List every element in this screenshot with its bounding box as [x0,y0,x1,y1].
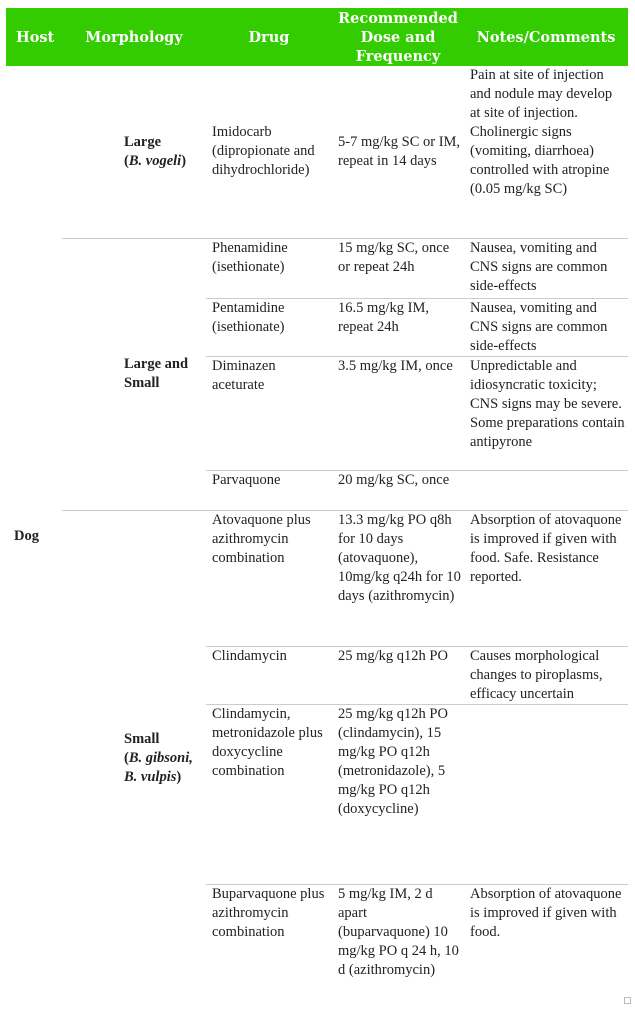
morphology-large-label: Large [124,133,162,150]
header-host: Host [6,8,62,66]
dose-cell: 25 mg/kg q12h PO (clindamycin), 15 mg/kg PO q12h (metronidazole), 5 mg/kg PO q12h (doxycycline) [332,704,464,884]
header-notes: Notes/Comments [464,8,628,66]
notes-cell: Absorption of atovaquone is improved if given with food. Safe. Resistance reported. [464,510,628,646]
table-row [6,510,628,646]
dose-cell: 20 mg/kg SC, once [332,470,464,510]
notes-cell: Unpredictable and idiosyncratic toxicity; CNS signs may be severe. Some preparations contain antipyrone [464,356,628,470]
drug-cell: Parvaquone [206,470,332,510]
drug-cell: Phenamidine (isethionate) [206,238,332,298]
page-marker [624,997,631,1004]
notes-cell: Nausea, vomiting and CNS signs are common side-effects [464,298,628,356]
morphology-large-small-label: Large and Small [124,356,189,391]
header-row [6,8,628,66]
dose-cell: 3.5 mg/kg IM, once [332,356,464,470]
dose-cell: 5 mg/kg IM, 2 d apart (buparvaquone) 10 mg/kg PO q 24 h, 10 d (azithromycin) [332,884,464,1006]
header-dose: Recommended Dose and Frequency [332,8,464,66]
header-morphology: Morphology [62,8,206,66]
drug-cell: Pentamidine (isethionate) [206,298,332,356]
table-row [6,238,628,298]
morphology-large-species: B. vogeli [128,152,182,169]
table-row [6,66,628,238]
drug-cell: Atovaquone plus azithromycin combination [206,510,332,646]
morphology-small: Small (B. gibsoni, B. vulpis) [62,510,206,1006]
notes-cell: Nausea, vomiting and CNS signs are common side-effects [464,238,628,298]
dose-cell: 16.5 mg/kg IM, repeat 24h [332,298,464,356]
drug-cell: Buparvaquone plus azithromycin combination [206,884,332,1006]
drug-cell: Clindamycin, metronidazole plus doxycycline combination [206,704,332,884]
morphology-small-species: B. gibsoni, B. vulpis [124,749,193,785]
morphology-large-small [62,238,206,510]
notes-cell [464,704,628,884]
drug-cell: Diminazen aceturate [206,356,332,470]
host-cell: Dog [14,527,39,544]
dose-cell: 15 mg/kg SC, once or repeat 24h [332,238,464,298]
notes-cell: Pain at site of injection and nodule may develop at site of injection. Cholinergic signs (vomiting, diarrhoea) controlled with atropine (0.05 mg/kg SC) [470,67,613,197]
morphology-large: Large (B. vogeli) [124,133,187,169]
dose-cell: 25 mg/kg q12h PO [332,646,464,704]
dose-cell: 5-7 mg/kg SC or IM, repeat in 14 days [338,133,461,169]
morphology-small-label: Small [124,730,160,747]
dose-cell: 13.3 mg/kg PO q8h for 10 days (atovaquone), 10mg/kg q24h for 10 days (azithromycin) [332,510,464,646]
notes-cell: Causes morphological changes to piroplasms, efficacy uncertain [464,646,628,704]
babesia-treatment-table [6,8,628,1006]
drug-cell: Imidocarb (dipropionate and dihydrochloride) [212,124,315,179]
notes-cell [464,470,628,510]
notes-cell: Absorption of atovaquone is improved if given with food. [464,884,628,1006]
drug-cell: Clindamycin [206,646,332,704]
drug-table-container [6,8,628,1006]
header-drug: Drug [206,8,332,66]
